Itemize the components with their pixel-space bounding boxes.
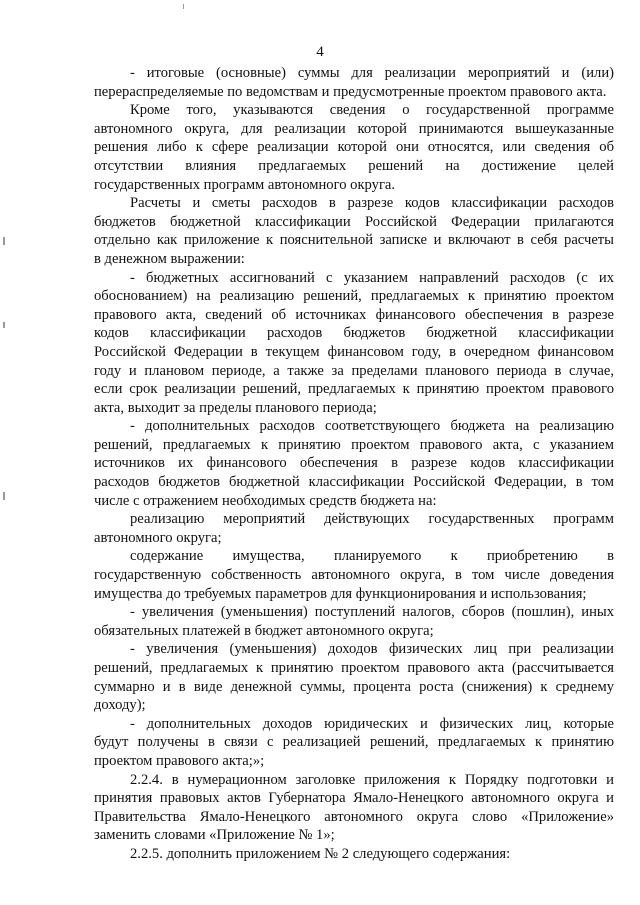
text-line: автономного округа, для реализации которой принимаются вышеуказанные bbox=[94, 120, 614, 137]
text-line: - дополнительных расходов соответствующего бюджета на реализацию bbox=[130, 418, 614, 435]
scan-mark bbox=[3, 322, 5, 328]
text-line: - увеличения (уменьшения) поступлений налогов, сборов (пошлин), иных bbox=[130, 604, 614, 621]
text-line: расходов бюджетов бюджетной классификации Российской Федерации, в том bbox=[94, 474, 614, 491]
text-line: автономного округа; bbox=[94, 529, 222, 546]
text-line: - итоговые (основные) суммы для реализации мероприятий и (или) bbox=[130, 65, 614, 81]
text-line: заменить словами «Приложение № 1»; bbox=[94, 827, 335, 844]
text-line: 2.2.5. дополнить приложением № 2 следующего содержания: bbox=[130, 845, 511, 862]
text-line: бюджетов бюджетной классификации Российской Федерации прилагаются bbox=[94, 213, 614, 230]
text-line: 2.2.4. в нумерационном заголовке приложения к Порядку подготовки и bbox=[130, 771, 614, 788]
text-line: отдельно как приложение к пояснительной записке и включают в себя расчеты bbox=[94, 232, 614, 249]
scan-mark bbox=[183, 4, 184, 9]
text-line: числе с отражением необходимых средств бюджета на: bbox=[94, 492, 437, 509]
text-line: - увеличения (уменьшения) доходов физических лиц при реализации bbox=[130, 641, 614, 658]
text-line: реализацию мероприятий действующих государственных программ bbox=[130, 511, 614, 528]
scan-mark bbox=[3, 492, 5, 500]
text-line: правового акта, сведений об источниках финансового обеспечения в разрезе bbox=[94, 306, 614, 323]
text-line: - дополнительных доходов юридических и физических лиц, которые bbox=[130, 715, 614, 732]
text-line: обязательных платежей в бюджет автономного округа; bbox=[94, 622, 434, 639]
text-line: решения либо к сфере реализации которой они относятся, или сведения об bbox=[94, 139, 614, 156]
text-line: будут получены в связи с реализацией решений, предлагаемых к принятию bbox=[94, 734, 614, 751]
text-line: решений, предлагаемых к принятию проектом правового акта, с указанием bbox=[94, 436, 614, 453]
text-line: обоснованием) на реализацию решений, предлагаемых к принятию проектом bbox=[94, 288, 614, 305]
text-line: государственных программ автономного округа. bbox=[94, 176, 396, 193]
text-line: Российской Федерации в текущем финансовом году, в очередном финансовом bbox=[94, 343, 614, 360]
text-line: Кроме того, указываются сведения о государственной программе bbox=[130, 102, 614, 119]
text-line: году и плановом периоде, а также за пределами планового периода в случае, bbox=[94, 362, 614, 379]
text-line: - бюджетных ассигнований с указанием направлений расходов (с их bbox=[130, 269, 614, 286]
text-line: содержание имущества, планируемого к приобретению в bbox=[130, 548, 614, 565]
text-line: решений, предлагаемых к принятию проектом правового акта (рассчитывается bbox=[94, 660, 614, 676]
text-line: кодов классификации расходов бюджетов бюджетной классификации bbox=[94, 325, 614, 342]
text-line: имущества до требуемых параметров для функционирования и использования; bbox=[94, 585, 587, 602]
text-line: перераспределяемые по ведомствам и предусмотренные проектом правового акта. bbox=[94, 83, 607, 100]
text-line: в денежном выражении: bbox=[94, 250, 245, 267]
text-line: Правительства Ямало-Ненецкого автономного округа слово «Приложение» bbox=[94, 808, 614, 825]
text-line: если срок реализации решений, предлагаемых к принятию проектом правового bbox=[94, 381, 614, 398]
text-line: принятия правовых актов Губернатора Ямало-Ненецкого автономного округа и bbox=[94, 790, 614, 807]
text-line: акта, выходит за пределы планового периода; bbox=[94, 399, 377, 416]
text-line: государственную собственность автономного округа, в том числе доведения bbox=[94, 567, 614, 584]
scan-mark bbox=[3, 237, 5, 245]
text-line: источников их финансового обеспечения в разрезе кодов классификации bbox=[94, 455, 614, 472]
document-body bbox=[94, 64, 614, 864]
text-line: проектом правового акта;»; bbox=[94, 752, 265, 769]
text-line: отсутствии влияния предлагаемых решений на достижение целей bbox=[94, 157, 614, 174]
page-number: 4 bbox=[316, 44, 324, 60]
text-line: Расчеты и сметы расходов в разрезе кодов классификации расходов bbox=[130, 195, 614, 212]
text-line: суммарно и в виде денежной суммы, процента роста (снижения) к среднему bbox=[94, 678, 614, 695]
text-line: доходу); bbox=[94, 697, 146, 714]
